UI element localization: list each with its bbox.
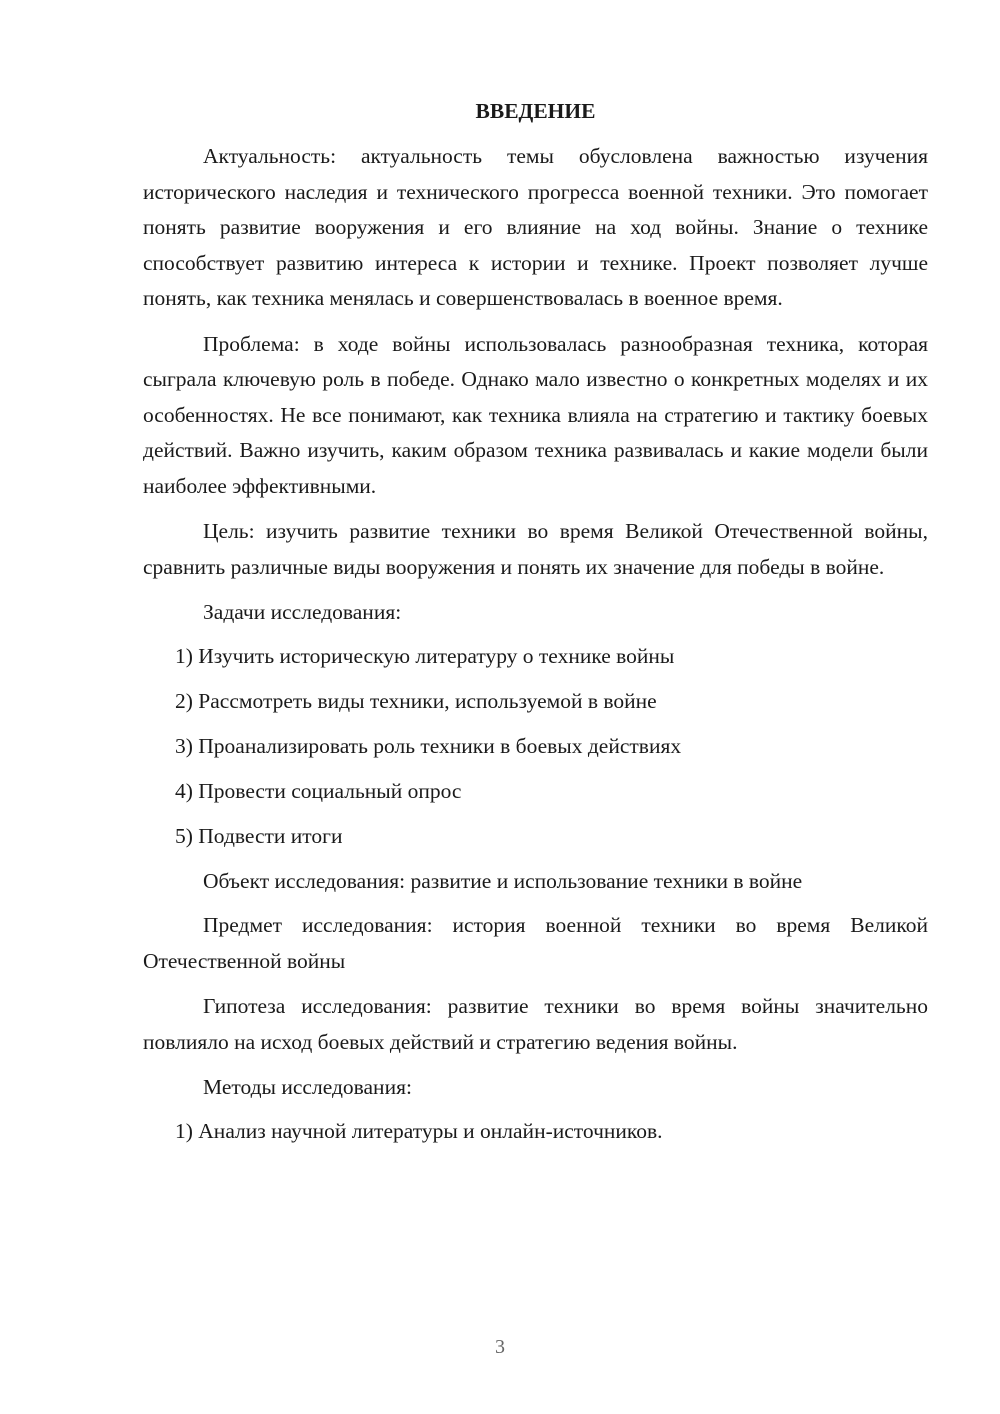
relevance-paragraph: Актуальность: актуальность темы обусловлена важностью изучения исторического наследия и технического прогресса военной техники. Это помогает понять развитие вооружения и его влияние на ход войны. Знание о технике способствует развитию интереса к истории и технике. Проект позволяет лучше понять, как техника менялась и совершенствовалась в военное время. [143, 144, 928, 310]
tasks-heading: Задачи исследования: [203, 600, 402, 624]
object-paragraph: Объект исследования: развитие и использование техники в войне [203, 869, 803, 893]
page-title: ВВЕДЕНИЕ [475, 99, 596, 123]
methods-heading: Методы исследования: [203, 1075, 412, 1099]
task-item: 4) Провести социальный опрос [175, 779, 462, 803]
task-item: 1) Изучить историческую литературу о технике войны [175, 644, 675, 668]
page-number: 3 [495, 1336, 505, 1358]
problem-paragraph: Проблема: в ходе войны использовалась разнообразная техника, которая сыграла ключевую роль в победе. Однако мало известно о конкретных моделях и их особенностях. Не все понимают, как техника влияла на стратегию и тактику боевых действий. Важно изучить, каким образом техника развивалась и какие модели были наиболее эффективными. [143, 331, 928, 498]
method-item: 1) Анализ научной литературы и онлайн-источников. [175, 1119, 663, 1143]
goal-paragraph: Цель: изучить развитие техники во время Великой Отечественной войны, сравнить различные виды вооружения и понять их значение для победы в войне. [143, 519, 928, 579]
document-page [143, 96, 928, 1159]
tasks-list [143, 639, 928, 854]
subject-paragraph: Предмет исследования: история военной техники во время Великой Отечественной войны [143, 913, 928, 973]
task-item: 5) Подвести итоги [175, 824, 343, 848]
task-item: 2) Рассмотреть виды техники, используемой в войне [175, 689, 657, 713]
task-item: 3) Проанализировать роль техники в боевых действиях [175, 734, 682, 758]
hypothesis-paragraph: Гипотеза исследования: развитие техники во время войны значительно повлияло на исход боевых действий и стратегию ведения войны. [143, 994, 928, 1054]
methods-list [143, 1114, 928, 1149]
